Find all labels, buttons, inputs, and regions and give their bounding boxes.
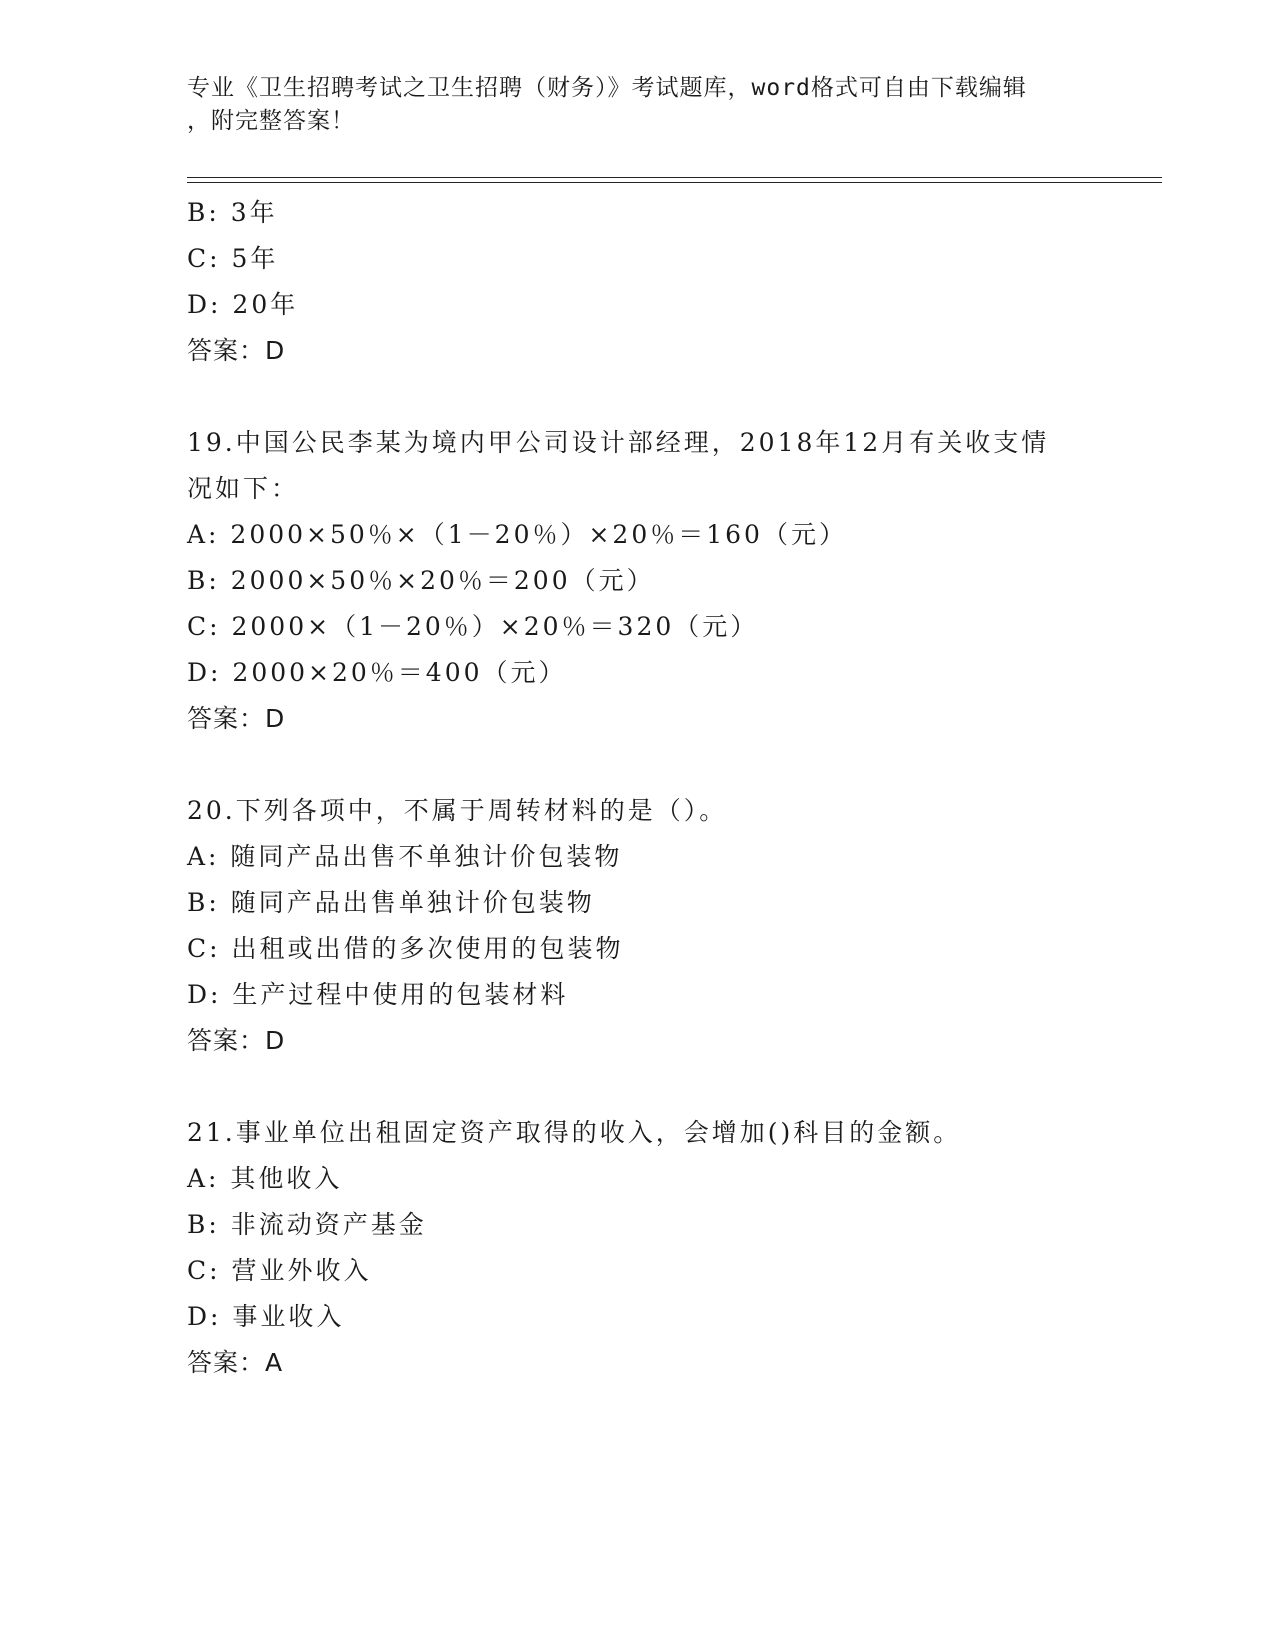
option-a: A: 随同产品出售不单独计价包装物 [187, 842, 623, 871]
option-d: D: 生产过程中使用的包装材料 [187, 980, 569, 1009]
answer: 答案：D [187, 1026, 286, 1055]
option-d: D: 20年 [187, 290, 299, 319]
option-c: C: 出租或出借的多次使用的包装物 [187, 934, 624, 963]
option-c: C: 5年 [187, 244, 279, 273]
question-stem: 21.事业单位出租固定资产取得的收入，会增加()科目的金额。 [187, 1118, 962, 1147]
option-b: B: 随同产品出售单独计价包装物 [187, 888, 595, 917]
option-a: A: 其他收入 [187, 1164, 343, 1193]
option-d: D: 2000×20％＝400（元） [187, 658, 567, 687]
option-b: B: 3年 [187, 198, 278, 227]
answer: 答案：A [187, 1348, 284, 1377]
document-header [187, 72, 1087, 138]
question-stem: 19.中国公民李某为境内甲公司设计部经理，2018年12月有关收支情 [187, 428, 1050, 457]
option-c: C: 2000×（1－20％）×20％＝320（元） [187, 612, 759, 641]
header-line-1: 专业《卫生招聘考试之卫生招聘（财务）》考试题库，word格式可自由下载编辑 [187, 75, 1027, 101]
option-b: B: 2000×50％×20％＝200（元） [187, 566, 655, 595]
question-stem-continued: 况如下： [187, 474, 300, 503]
answer: 答案：D [187, 704, 286, 733]
header-line-2: ，附完整答案！ [187, 108, 355, 134]
option-b: B: 非流动资产基金 [187, 1210, 427, 1239]
question-20 [187, 788, 1087, 1064]
spacer [187, 742, 1087, 788]
answer: 答案：D [187, 336, 286, 365]
option-a: A: 2000×50％×（1－20％）×20％＝160（元） [187, 520, 847, 549]
question-list [187, 190, 1087, 1386]
question-18 [187, 190, 1087, 374]
question-stem: 20.下列各项中，不属于周转材料的是（）。 [187, 796, 728, 825]
question-19 [187, 420, 1087, 742]
header-divider-bottom [187, 182, 1162, 183]
spacer [187, 1064, 1087, 1110]
header-divider-top [187, 177, 1162, 178]
spacer [187, 374, 1087, 420]
question-21 [187, 1110, 1087, 1386]
option-c: C: 营业外收入 [187, 1256, 372, 1285]
option-d: D: 事业收入 [187, 1302, 345, 1331]
